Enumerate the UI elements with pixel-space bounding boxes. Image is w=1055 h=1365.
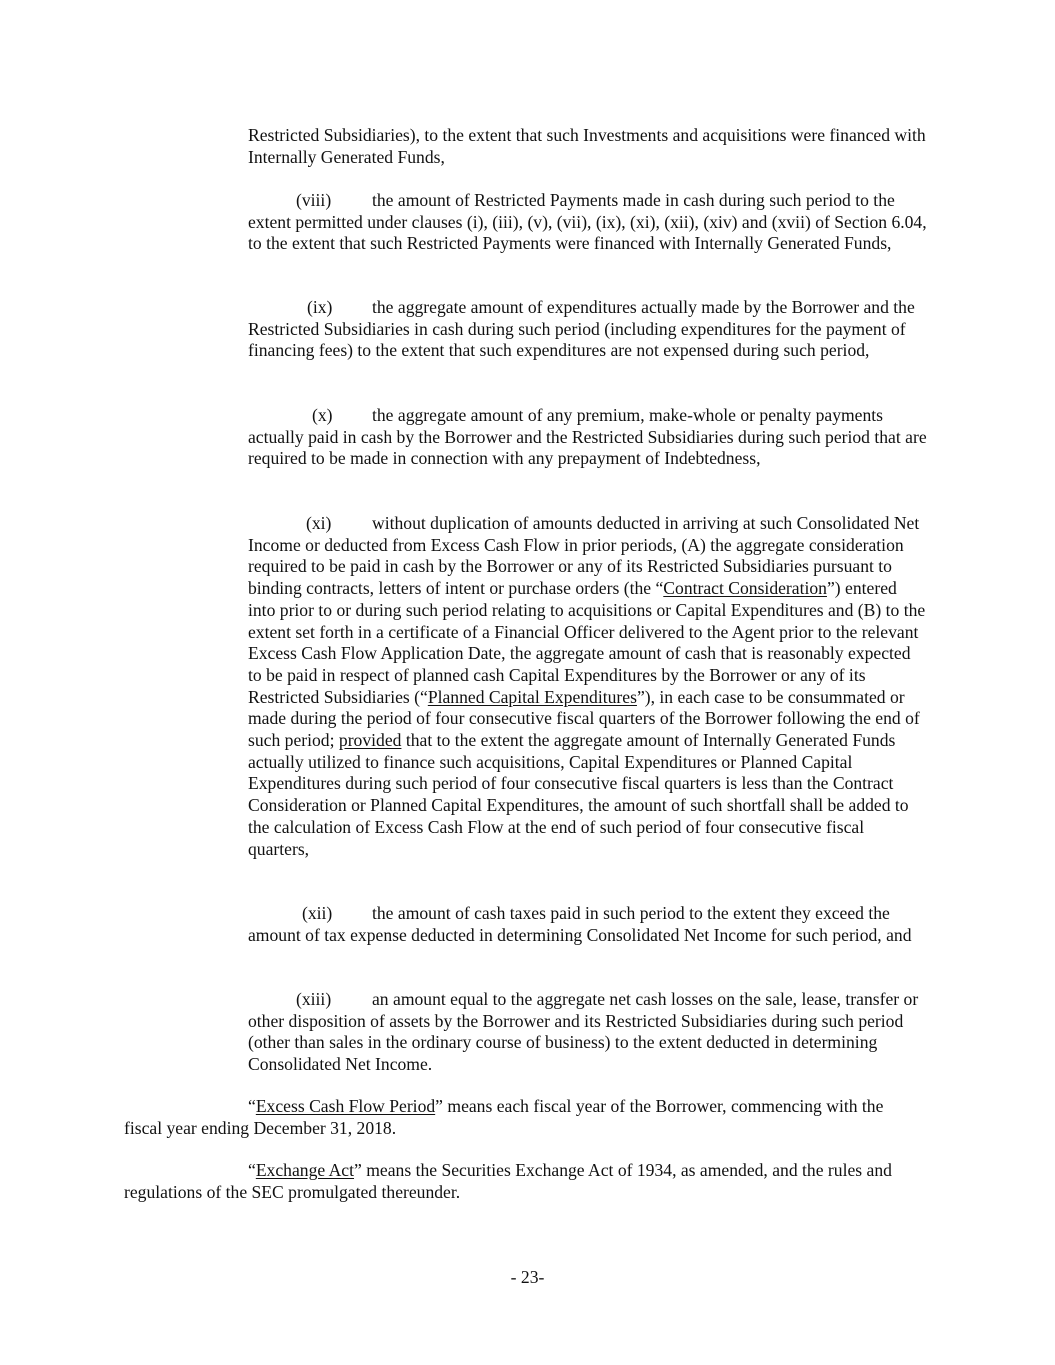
defined-term: Excess Cash Flow Period (255, 1096, 436, 1116)
defined-term-provided: provided (338, 730, 402, 751)
clause-number: (viii) (296, 190, 332, 210)
intro-paragraph: Restricted Subsidiaries), to the extent that such Investments and acquisitions were financed with Internally Generated Funds, (248, 125, 926, 167)
definition-exchange-act (124, 1160, 924, 1203)
clause-number: (x) (312, 405, 333, 425)
clause-ix (248, 297, 928, 362)
clause-viii (248, 190, 928, 255)
clause-xi (248, 513, 928, 860)
clause-text-a: without duplication of amounts deducted in arriving at such Consolidated Net Income or deducted from Excess Cash Flow in prior periods, (A) the aggregate consideration required to be paid in cash by the Borrower or any of its Restricted Subsidiaries pursuant to binding contracts, letters of intent or purchase orders (the “ (248, 513, 920, 599)
clause-text: the amount of cash taxes paid in such period to the extent they exceed the amount of tax expense deducted in determining Consolidated Net Income for such period, and (248, 903, 912, 945)
definition-text: ” means each fiscal year of the Borrower, commencing with the fiscal year ending December 31, 2018. (124, 1096, 884, 1138)
page-number: - 23- (510, 1267, 545, 1287)
clause-text: the aggregate amount of expenditures actually made by the Borrower and the Restricted Subsidiaries in cash during such period (including expenditures for the payment of financing fees) to the extent that such expenditures are not expensed during such period, (248, 297, 915, 361)
clause-number: (xi) (306, 513, 332, 533)
clause-number: (xiii) (296, 989, 332, 1009)
clause-number: (ix) (307, 297, 333, 317)
clause-text: an amount equal to the aggregate net cash losses on the sale, lease, transfer or other disposition of assets by the Borrower and its Restricted Subsidiaries during such period (other than sales in the ordinary course of business) to the extent deducted in determining Consolidated Net Income. (248, 989, 919, 1075)
defined-term-planned-capital-expenditures: Planned Capital Expenditures (427, 686, 637, 707)
clause-xii (248, 903, 928, 946)
clause-text-d: that to the extent the aggregate amount of Internally Generated Funds actually utilized to finance such acquisitions, Capital Expenditures or Planned Capital Expenditures during such period of four consecutive fiscal quarters is less than the Contract Consideration or Planned Capital Expenditures, the amount of such shortfall shall be added to the calculation of Excess Cash Flow at the end of such period of four consecutive fiscal quarters, (248, 730, 909, 859)
defined-term-contract-consideration: Contract Consideration (663, 578, 827, 599)
definition-excess-cash-flow-period (124, 1096, 924, 1139)
definition-text: ” means the Securities Exchange Act of 1934, as amended, and the rules and regulations of the SEC promulgated thereunder. (124, 1160, 892, 1202)
clause-x (248, 405, 928, 470)
clause-text-c: ”), in each case to be consummated or made during the period of four consecutive fiscal quarters of the Borrower following the end of such period; (248, 686, 920, 751)
clause-xiii (248, 989, 928, 1076)
open-quote: “ (248, 1096, 256, 1116)
clause-text: the amount of Restricted Payments made in cash during such period to the extent permitted under clauses (i), (iii), (v), (vii), (ix), (xi), (xii), (xiv) and (xvii) of Section 6.04, to the extent that such Restricted Payments were financed with Internally Generated Funds, (248, 190, 927, 254)
clause-text: the aggregate amount of any premium, make-whole or penalty payments actually paid in cash by the Borrower and the Restricted Subsidiaries during such period that are required to be made in connection with any prepayment of Indebtedness, (248, 405, 927, 469)
open-quote: “ (248, 1160, 256, 1180)
clause-number: (xii) (302, 903, 333, 923)
defined-term: Exchange Act (255, 1160, 355, 1180)
clause-text-b: ”) entered into prior to or during such period relating to acquisitions or Capital Expenditures and (B) to the extent set forth in a certificate of a Financial Officer delivered to the Agent prior to the relevant Excess Cash Flow Application Date, the aggregate amount of cash that is reasonably expected to be paid in respect of planned cash Capital Expenditures by the Borrower or any of its Restricted Subsidiaries (“ (248, 578, 926, 707)
